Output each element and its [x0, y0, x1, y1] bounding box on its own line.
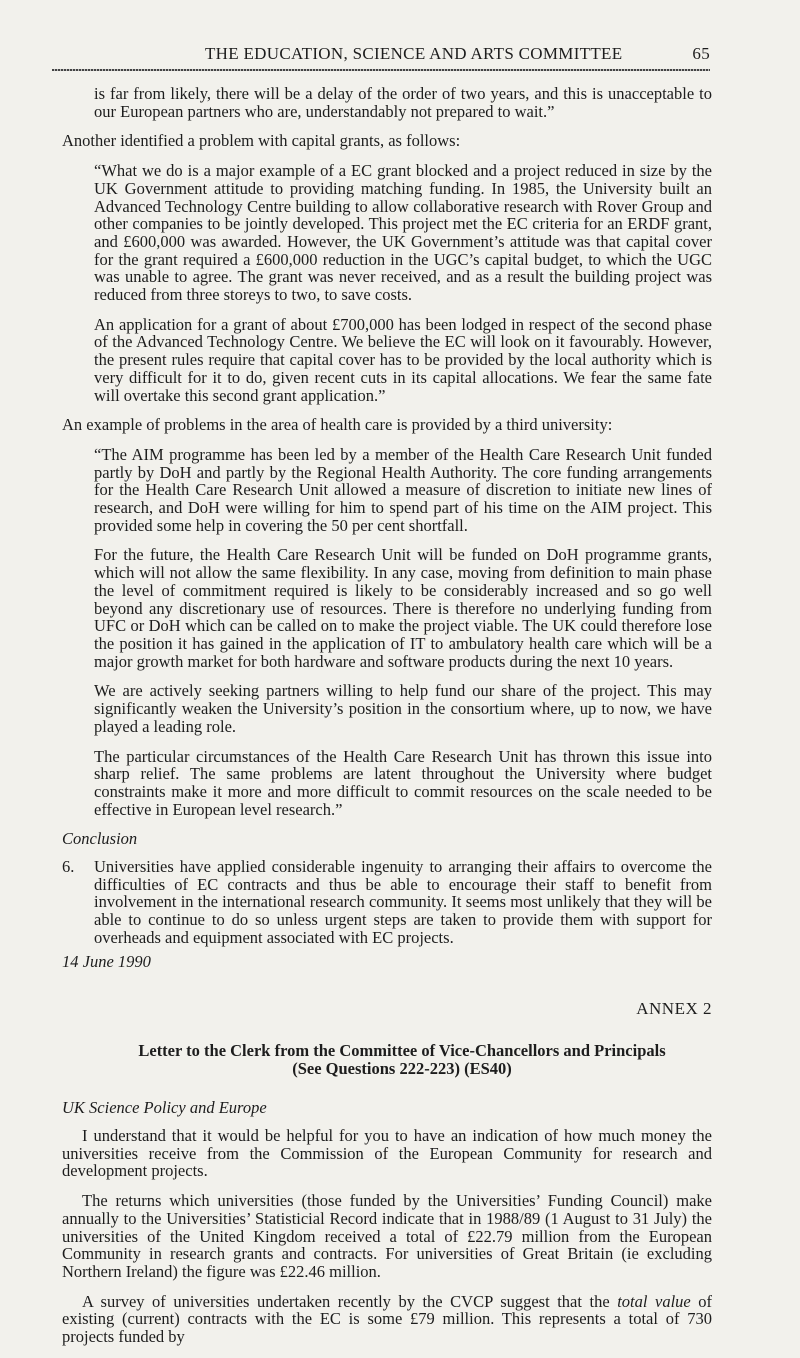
quoted-paragraph: “The AIM programme has been led by a member of the Health Care Research Unit funded partly by DoH and partly by the Regional Health Authority. The core funding arrangements for the Health Care Research Unit allowed a measure of discretion to initiate new lines of research, and DoH were willing for him to spend part of his time on the AIM project. This provided some help in covering the 50 per cent shortfall.	[94, 444, 712, 535]
quoted-paragraph: An application for a grant of about £700,000 has been lodged in respect of the second phase of the Advanced Technology Centre. We believe the EC will look on it favourably. However, the present rules require that capital cover has to be provided by the local authority which is very difficult for it to do, given recent cuts in its capital allocations. We fear the same fate will overtake this second grant application.”	[94, 314, 712, 405]
paragraph: Another identified a problem with capital grants, as follows:	[62, 131, 461, 151]
annex-label: ANNEX 2	[636, 999, 712, 1019]
running-header	[205, 44, 710, 64]
subheading: UK Science Policy and Europe	[62, 1098, 267, 1118]
paragraph: is far from likely, there will be a delay of the order of two years, and this is unacceptable to our European partners who are, understandably not prepared to wait.”	[94, 84, 712, 121]
paragraph: The returns which universities (those funded by the Universities’ Funding Council) make annually to the Universities’ Statisticial Record indicate that in 1988/89 (1 August to 31 July) the universities of the United Kingdom received a total of £22.79 million from the European Community in research grants and contracts. For universities of Great Britain (ie excluding Northern Ireland) the figure was £22.46 million.	[62, 1191, 712, 1281]
paragraph: I understand that it would be helpful for you to have an indication of how much money the universities receive from the Commission of the European Community for research and development projects.	[62, 1126, 712, 1181]
text-run: A survey of universities undertaken recently by the CVCP suggest that the	[82, 1291, 618, 1311]
section-heading: Conclusion	[62, 829, 138, 849]
numbered-paragraph	[62, 858, 712, 947]
body-text	[62, 85, 712, 1358]
date: 14 June 1990	[62, 951, 151, 971]
letter-subtitle: (See Questions 222-223) (ES40)	[292, 1058, 512, 1078]
paragraph	[62, 1293, 712, 1346]
quoted-paragraph: The particular circumstances of the Health Care Research Unit has thrown this issue into sharp relief. The same problems are latent throughout the University where budget constraints make it more and more difficult to commit resources on the scale needed to be effective in European level research.”	[94, 746, 712, 819]
quoted-paragraph: “What we do is a major example of a EC grant blocked and a project reduced in size by the UK Government attitude to providing matching funding. In 1985, the University built an Advanced Technology Centre building to allow collaborative research with Rover Group and other companies to be jointly developed. This project met the EC criteria for an ERDF grant, and £600,000 was awarded. However, the UK Government’s attitude was that capital cover for the grant required a £600,000 reduction in the UGC’s capital budget, to which the UGC was unable to agree. The grant was never received, and as a result the building project was reduced from three storeys to two, to save costs.	[94, 161, 712, 305]
header-rule	[52, 69, 710, 71]
paragraph: An example of problems in the area of health care is provided by a third university:	[62, 415, 613, 435]
quoted-paragraph: For the future, the Health Care Research Unit will be funded on DoH programme grants, which will not allow the same flexibility. In any case, moving from definition to main phase the level of commitment required is likely to be considerably increased and so go well beyond any discretionary use of resources. There is therefore no underlying funding from UFC or DoH which can be called on to make the project viable. The UK could therefore lose the position it has gained in the application of IT to ambulatory health care which will be a major growth market for both hardware and software products during the next 10 years.	[94, 545, 712, 671]
emphasis: total value	[617, 1291, 691, 1311]
item-text: Universities have applied considerable ingenuity to arranging their affairs to overcome the difficulties of EC contracts and thus be able to encourage their staff to benefit from involvement in the international research community. It seems most unlikely that they will be able to continue to do so unless urgent steps are taken to provide them with support for overheads and equipment associated with EC projects.	[94, 857, 712, 947]
header-title: THE EDUCATION, SCIENCE AND ARTS COMMITTEE	[205, 44, 623, 63]
quoted-paragraph: We are actively seeking partners willing to help fund our share of the project. This may significantly weaken the University’s position in the consortium where, up to now, we have played a leading role.	[94, 681, 712, 736]
letter-title: Letter to the Clerk from the Committee of Vice-Chancellors and Principals	[138, 1040, 666, 1060]
item-number: 6.	[62, 857, 75, 877]
text-run: of existing (current) contracts with the EC is some £79 million. This represents a total of 730 projects funded by	[62, 1291, 713, 1347]
page-number: 65	[692, 44, 710, 63]
